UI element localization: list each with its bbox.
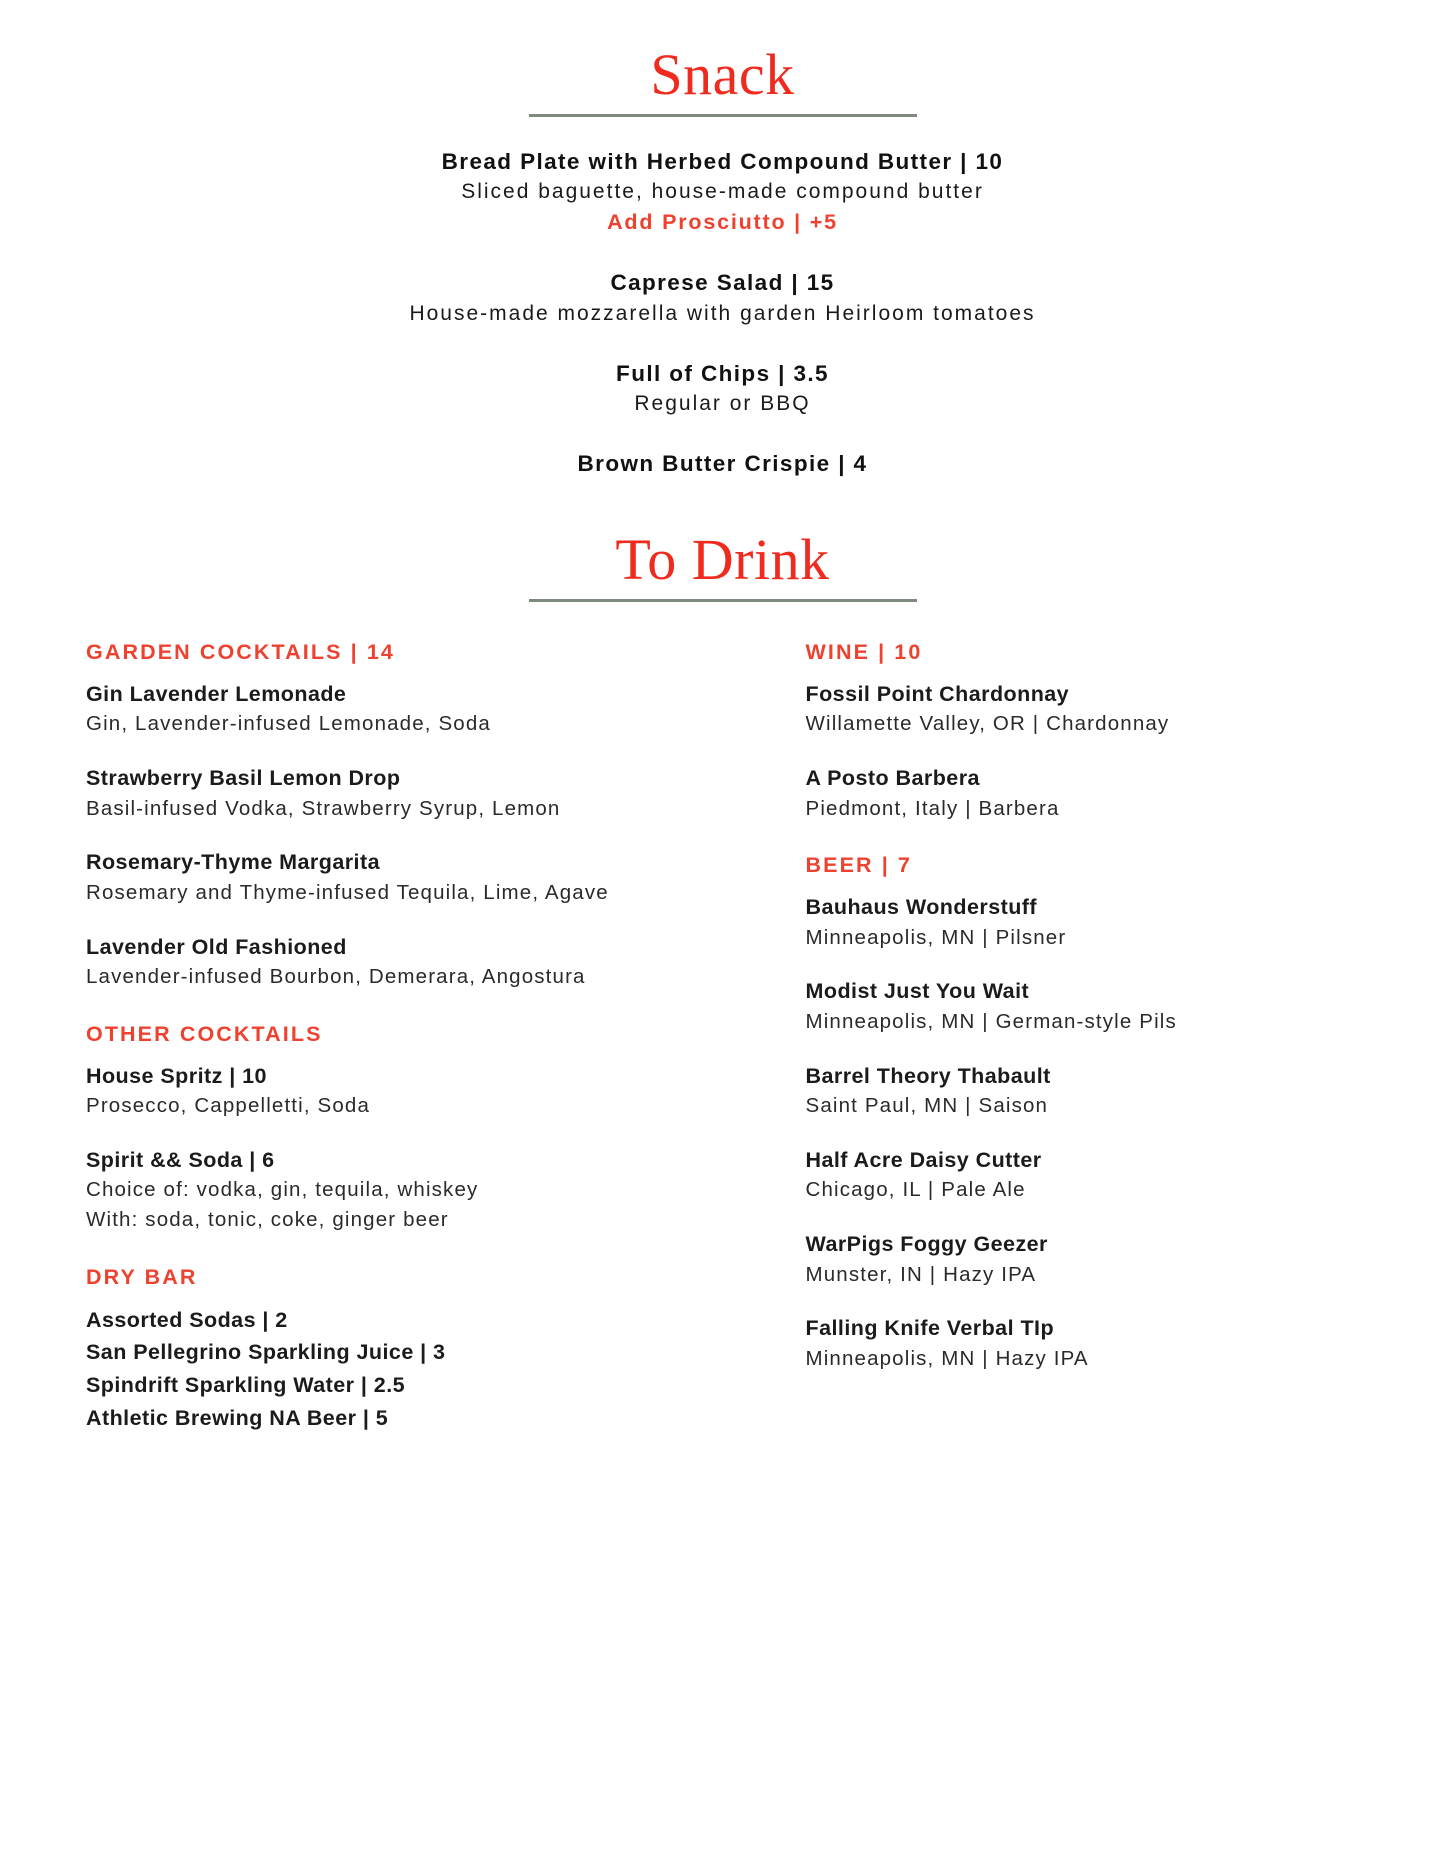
drink-entry-name: Bauhaus Wonderstuff xyxy=(805,895,1038,920)
drink-entry xyxy=(86,679,728,739)
drink-entry xyxy=(86,1336,728,1369)
drink-group-title: GARDEN COCKTAILS | 14 xyxy=(86,640,395,665)
drink-entry-name: Assorted Sodas | 2 xyxy=(86,1307,288,1332)
drink-entry-name: Modist Just You Wait xyxy=(805,979,1030,1004)
snack-item-description: House-made mozzarella with garden Heirloom tomatoes xyxy=(409,301,1036,325)
snack-item xyxy=(223,449,1223,479)
snack-item-list xyxy=(223,117,1223,479)
drink-entry xyxy=(806,1313,1370,1373)
drink-entry xyxy=(806,1145,1370,1205)
drink-group-title: BEER | 7 xyxy=(805,853,912,878)
snack-heading-text: Snack xyxy=(650,42,795,107)
drink-entry-name: Spirit && Soda | 6 xyxy=(86,1147,275,1172)
snack-item-name: Caprese Salad | 15 xyxy=(610,270,835,296)
drink-group xyxy=(86,1022,728,1235)
snack-section-heading xyxy=(0,0,1445,117)
drink-entry-description-secondary: With: soda, tonic, coke, ginger beer xyxy=(86,1208,449,1232)
drink-entry-description: Rosemary and Thyme-infused Tequila, Lime, Agave xyxy=(86,880,609,904)
drink-group-title: DRY BAR xyxy=(86,1264,198,1289)
drink-entry-name: Athletic Brewing NA Beer | 5 xyxy=(86,1405,389,1430)
drink-entry xyxy=(86,1402,728,1435)
drink-entry xyxy=(86,1061,728,1121)
drink-entry-description: Minneapolis, MN | Hazy IPA xyxy=(805,1346,1089,1370)
drink-entry xyxy=(86,932,728,992)
drink-column-right xyxy=(728,640,1370,1373)
drink-entry-name: Strawberry Basil Lemon Drop xyxy=(86,766,401,791)
drink-entry-name: A Posto Barbera xyxy=(805,766,980,791)
drink-entry-name: House Spritz | 10 xyxy=(86,1063,267,1088)
drink-entry xyxy=(86,847,728,907)
drink-heading-text: To Drink xyxy=(615,527,830,593)
snack-item-description: Sliced baguette, house-made compound butter xyxy=(461,180,984,204)
drink-column-left xyxy=(86,640,728,1434)
drink-entry-description: Gin, Lavender-infused Lemonade, Soda xyxy=(86,712,491,736)
drink-entry-description: Basil-infused Vodka, Strawberry Syrup, Lemon xyxy=(86,796,561,820)
drink-entry-name: Lavender Old Fashioned xyxy=(86,934,347,959)
drink-entry xyxy=(806,1229,1370,1289)
drink-entry-name: WarPigs Foggy Geezer xyxy=(805,1232,1048,1257)
drink-group xyxy=(86,1265,728,1434)
drink-entry-description: Prosecco, Cappelletti, Soda xyxy=(86,1094,371,1118)
drink-entry-name: Gin Lavender Lemonade xyxy=(86,681,347,706)
drink-entry xyxy=(806,976,1370,1036)
drink-entry-description: Lavender-infused Bourbon, Demerara, Angostura xyxy=(86,965,586,989)
drink-group-title: OTHER COCKTAILS xyxy=(86,1021,323,1046)
drink-entry-description: Chicago, IL | Pale Ale xyxy=(805,1178,1026,1202)
drink-entry-name: San Pellegrino Sparkling Juice | 3 xyxy=(86,1340,446,1365)
drink-entry xyxy=(806,1061,1370,1121)
drink-entry xyxy=(86,1304,728,1337)
drink-entry xyxy=(86,1369,728,1402)
drink-group-title: WINE | 10 xyxy=(805,640,923,665)
drink-entry-name: Fossil Point Chardonnay xyxy=(805,681,1070,706)
drink-entry-name: Spindrift Sparkling Water | 2.5 xyxy=(86,1372,406,1397)
drink-entry xyxy=(86,763,728,823)
drink-entry-name: Half Acre Daisy Cutter xyxy=(805,1147,1042,1172)
snack-item xyxy=(223,268,1223,328)
drink-section-heading xyxy=(0,479,1445,602)
drink-entry-description: Willamette Valley, OR | Chardonnay xyxy=(805,712,1170,736)
snack-item xyxy=(223,359,1223,419)
drink-entry xyxy=(806,763,1370,823)
snack-item-name: Full of Chips | 3.5 xyxy=(616,360,829,386)
snack-item-addon: Add Prosciutto | +5 xyxy=(607,210,838,235)
drink-group xyxy=(86,640,728,992)
drink-entry-description: Piedmont, Italy | Barbera xyxy=(805,796,1060,820)
drink-columns xyxy=(0,602,1445,1434)
snack-item xyxy=(223,147,1223,238)
drink-entry xyxy=(806,892,1370,952)
drink-entry-name: Rosemary-Thyme Margarita xyxy=(86,850,380,875)
drink-entry-description: Choice of: vodka, gin, tequila, whiskey xyxy=(86,1178,479,1202)
drink-group xyxy=(806,853,1370,1373)
drink-group xyxy=(806,640,1370,823)
drink-entry-description: Saint Paul, MN | Saison xyxy=(805,1094,1049,1118)
drink-entry-description: Minneapolis, MN | German-style Pils xyxy=(805,1009,1177,1033)
snack-item-name: Brown Butter Crispie | 4 xyxy=(577,450,868,476)
drink-entry-name: Barrel Theory Thabault xyxy=(805,1063,1051,1088)
snack-item-description: Regular or BBQ xyxy=(634,391,811,415)
drink-entry-name: Falling Knife Verbal TIp xyxy=(805,1316,1055,1341)
drink-entry xyxy=(806,679,1370,739)
drink-entry-description: Minneapolis, MN | Pilsner xyxy=(805,925,1067,949)
drink-entry-description: Munster, IN | Hazy IPA xyxy=(805,1262,1037,1286)
drink-entry xyxy=(86,1145,728,1235)
snack-item-name: Bread Plate with Herbed Compound Butter | 10 xyxy=(441,149,1004,174)
